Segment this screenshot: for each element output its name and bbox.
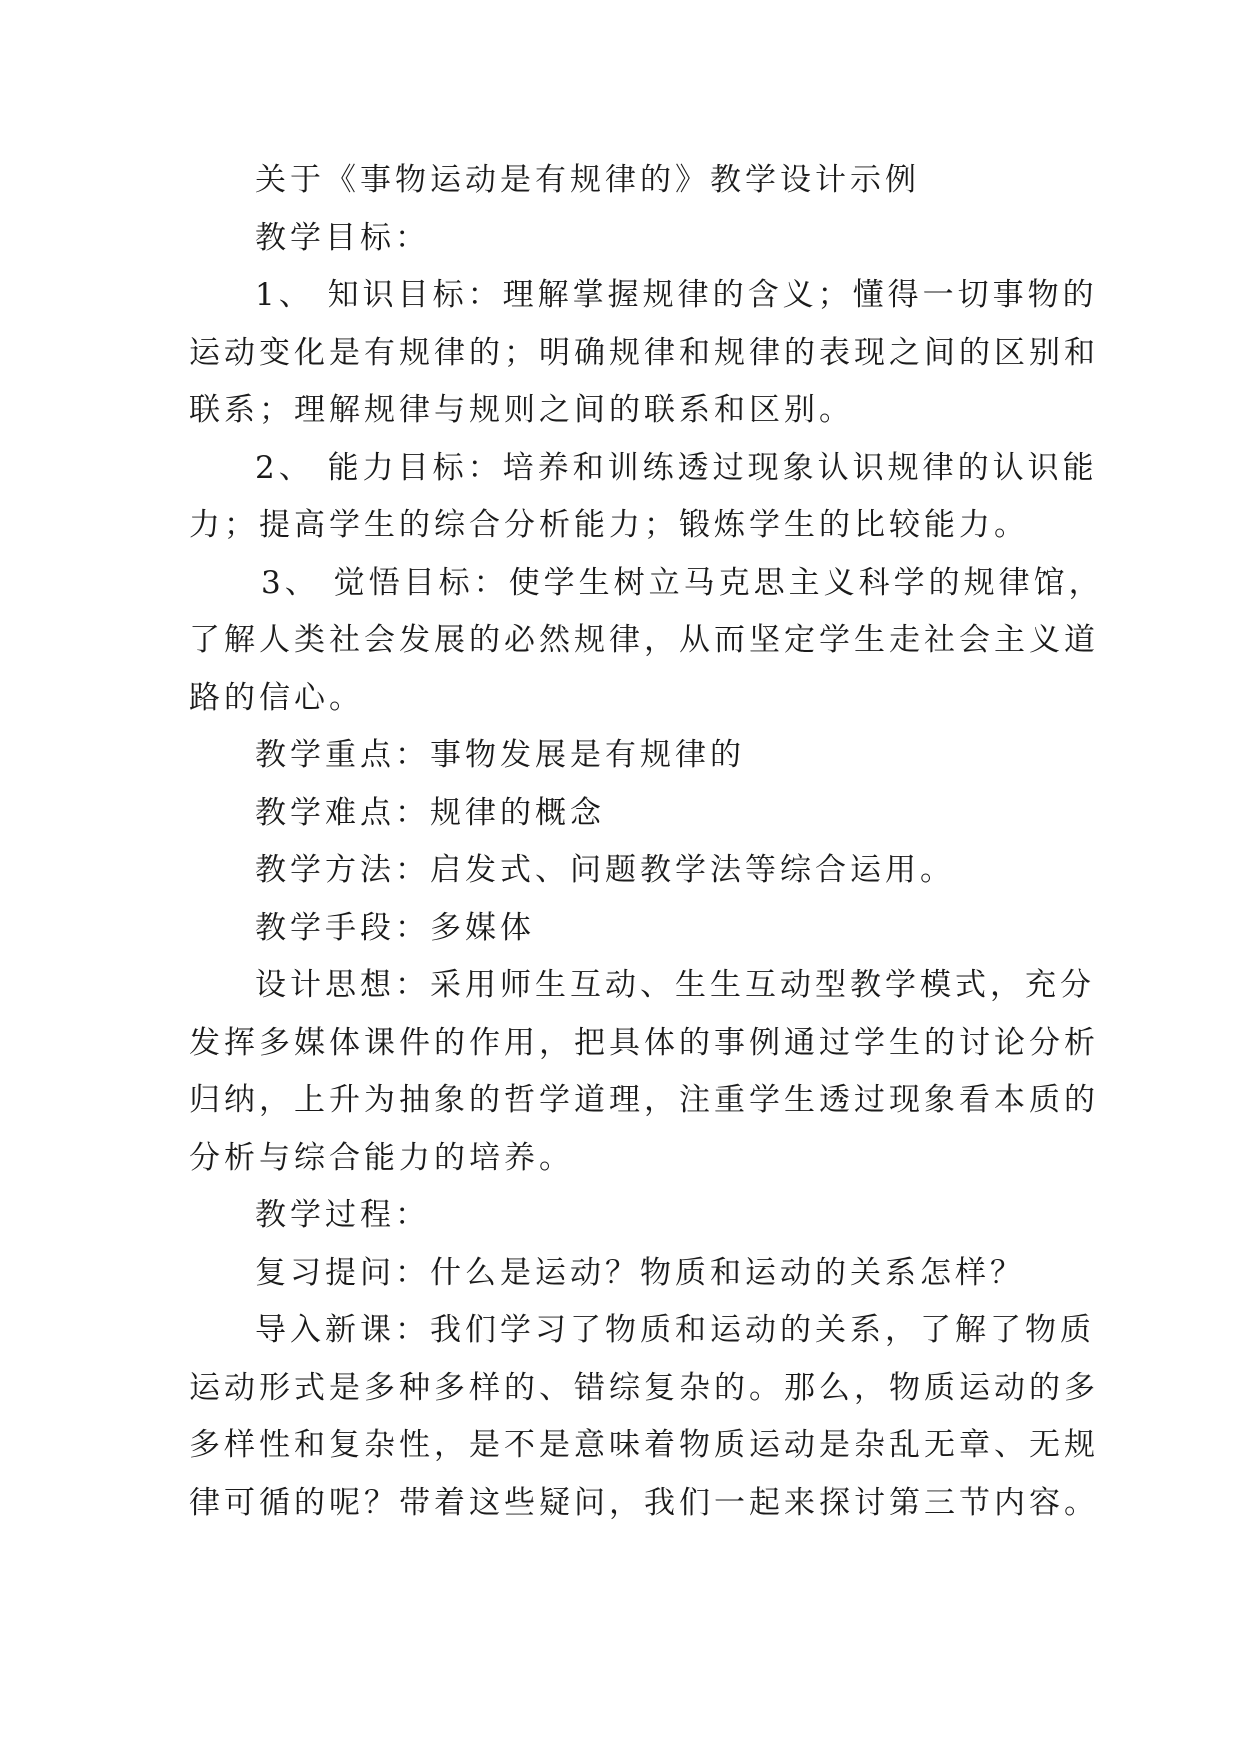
design-idea-line-4: 分析与综合能力的培养。 xyxy=(189,1139,574,1176)
teaching-method: 教学方法：启发式、问题教学法等综合运用。 xyxy=(255,852,955,888)
objectives-heading: 教学目标： xyxy=(255,219,430,256)
objective-knowledge-line-3: 联系；理解规律与规则之间的联系和区别。 xyxy=(189,392,854,428)
objective-knowledge-line-2: 运动变化是有规律的；明确规律和规律的表现之间的区别和 xyxy=(189,334,1099,371)
objective-awareness-line-1: 3、 觉悟目标：使学生树立马克思主义科学的规律馆， xyxy=(261,564,1104,601)
introduction xyxy=(189,1302,1099,1532)
key-point: 教学重点：事物发展是有规律的 xyxy=(255,737,745,773)
introduction-line-1: 导入新课：我们学习了物质和运动的关系，了解了物质 xyxy=(255,1312,1095,1348)
objective-awareness-line-3: 路的信心。 xyxy=(189,679,364,716)
objective-awareness xyxy=(189,555,1104,728)
document-body xyxy=(189,152,1104,1532)
introduction-line-2: 运动形式是多种多样的、错综复杂的。那么，物质运动的多 xyxy=(189,1369,1099,1406)
objective-awareness-line-2: 了解人类社会发展的必然规律，从而坚定学生走社会主义道 xyxy=(189,622,1099,658)
document-title: 关于《事物运动是有规律的》教学设计示例 xyxy=(255,162,920,198)
objective-ability-line-1: 2、 能力目标：培养和训练透过现象认识规律的认识能 xyxy=(255,449,1098,486)
design-idea xyxy=(189,957,1099,1187)
design-idea-line-3: 归纳，上升为抽象的哲学道理，注重学生透过现象看本质的 xyxy=(189,1082,1099,1118)
objective-knowledge-line-1: 1、 知识目标：理解掌握规律的含义；懂得一切事物的 xyxy=(255,277,1098,313)
design-idea-line-2: 发挥多媒体课件的作用，把具体的事例通过学生的讨论分析 xyxy=(189,1024,1099,1061)
objective-ability xyxy=(189,440,1098,555)
process-heading: 教学过程： xyxy=(255,1197,430,1233)
design-idea-line-1: 设计思想：采用师生互动、生生互动型教学模式，充分 xyxy=(255,967,1095,1003)
introduction-line-3: 多样性和复杂性，是不是意味着物质运动是杂乱无章、无规 xyxy=(189,1427,1099,1463)
difficulty: 教学难点：规律的概念 xyxy=(255,794,605,831)
objective-ability-line-2: 力；提高学生的综合分析能力；锻炼学生的比较能力。 xyxy=(189,507,1029,543)
review-question: 复习提问：什么是运动？物质和运动的关系怎样？ xyxy=(255,1254,1025,1291)
objective-knowledge xyxy=(189,267,1099,440)
teaching-means: 教学手段：多媒体 xyxy=(255,909,535,946)
introduction-line-4: 律可循的呢？带着这些疑问，我们一起来探讨第三节内容。 xyxy=(189,1484,1099,1521)
